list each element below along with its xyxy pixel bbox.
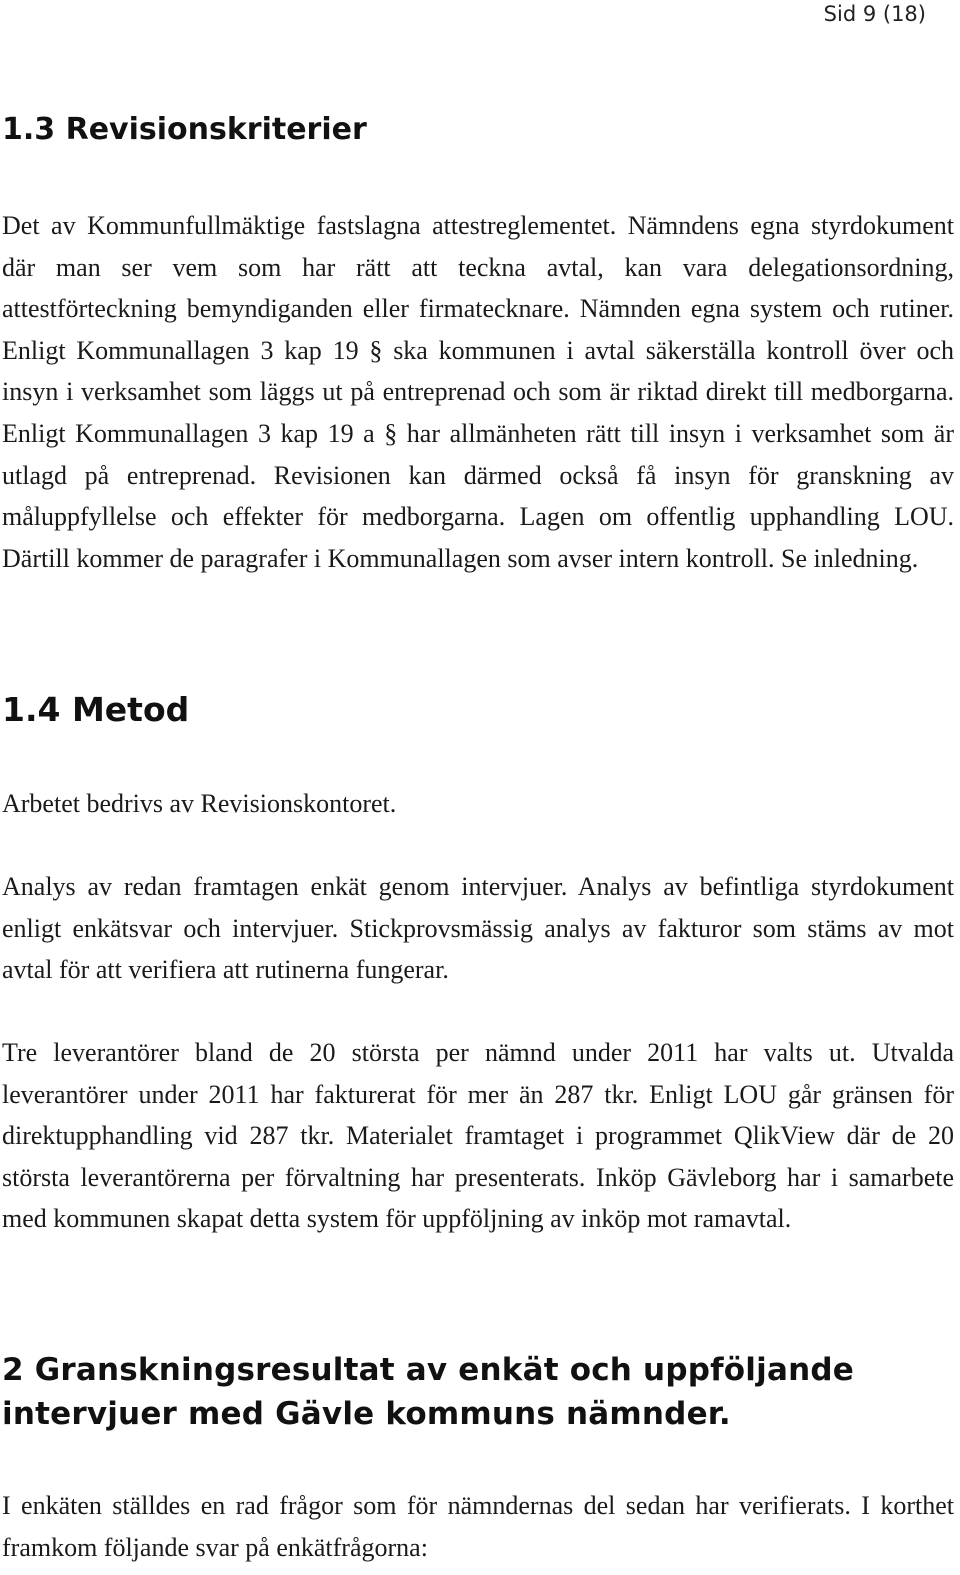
section-heading-metod: 1.4 Metod [2, 690, 190, 729]
paragraph-metod-1: Arbetet bedrivs av Revisionskontoret. [2, 789, 397, 818]
paragraph-revisionskriterier: Det av Kommunfullmäktige fastslagna attestreglementet. Nämndens egna styrdokument där man ser vem som har rätt att teckna avtal, kan vara delegationsordning, attestförteckning bemyndiganden eller firmatecknare. Nämnden egna system och rutiner. Enligt Kommunallagen 3 kap 19 § ska kommunen i avtal säkerställa kontroll över och insyn i verksamhet som läggs ut på entreprenad och som är riktad direkt till medborgarna. Enligt Kommunallagen 3 kap 19 a § har allmänheten rätt till insyn i verksamhet som är utlagd på entreprenad. Revisionen kan därmed också få insyn för granskning av måluppfyllelse och effekter för medborgarna. Lagen om offentlig upphandling LOU. Därtill kommer de paragrafer i Kommunallagen som avser intern kontroll. Se inledning. [2, 211, 954, 573]
chapter-heading-granskningsresultat: 2 Granskningsresultat av enkät och uppföljande intervjuer med Gävle kommuns nämnder. [2, 1352, 854, 1432]
paragraph-granskningsresultat: I enkäten ställdes en rad frågor som för nämndernas del sedan har verifierats. I korthet framkom följande svar på enkätfrågorna: [2, 1491, 954, 1562]
section-heading-revisionskriterier: 1.3 Revisionskriterier [2, 112, 367, 147]
paragraph-metod-2: Analys av redan framtagen enkät genom intervjuer. Analys av befintliga styrdokument enligt enkätsvar och intervjuer. Stickprovsmässig analys av fakturor som stäms av mot avtal för att verifiera att rutinerna fungerar. [2, 872, 954, 985]
paragraph-metod-3: Tre leverantörer bland de 20 största per nämnd under 2011 har valts ut. Utvalda leverantörer under 2011 har fakturerat för mer än 287 tkr. Enligt LOU går gränsen för direktupphandling vid 287 tkr. Materialet framtaget i programmet QlikView där de 20 största leverantörerna per förvaltning har presenterats. Inköp Gävleborg har i samarbete med kommunen skapat detta system för uppföljning av inköp mot ramavtal. [2, 1038, 954, 1234]
page-number: Sid 9 (18) [823, 2, 926, 26]
